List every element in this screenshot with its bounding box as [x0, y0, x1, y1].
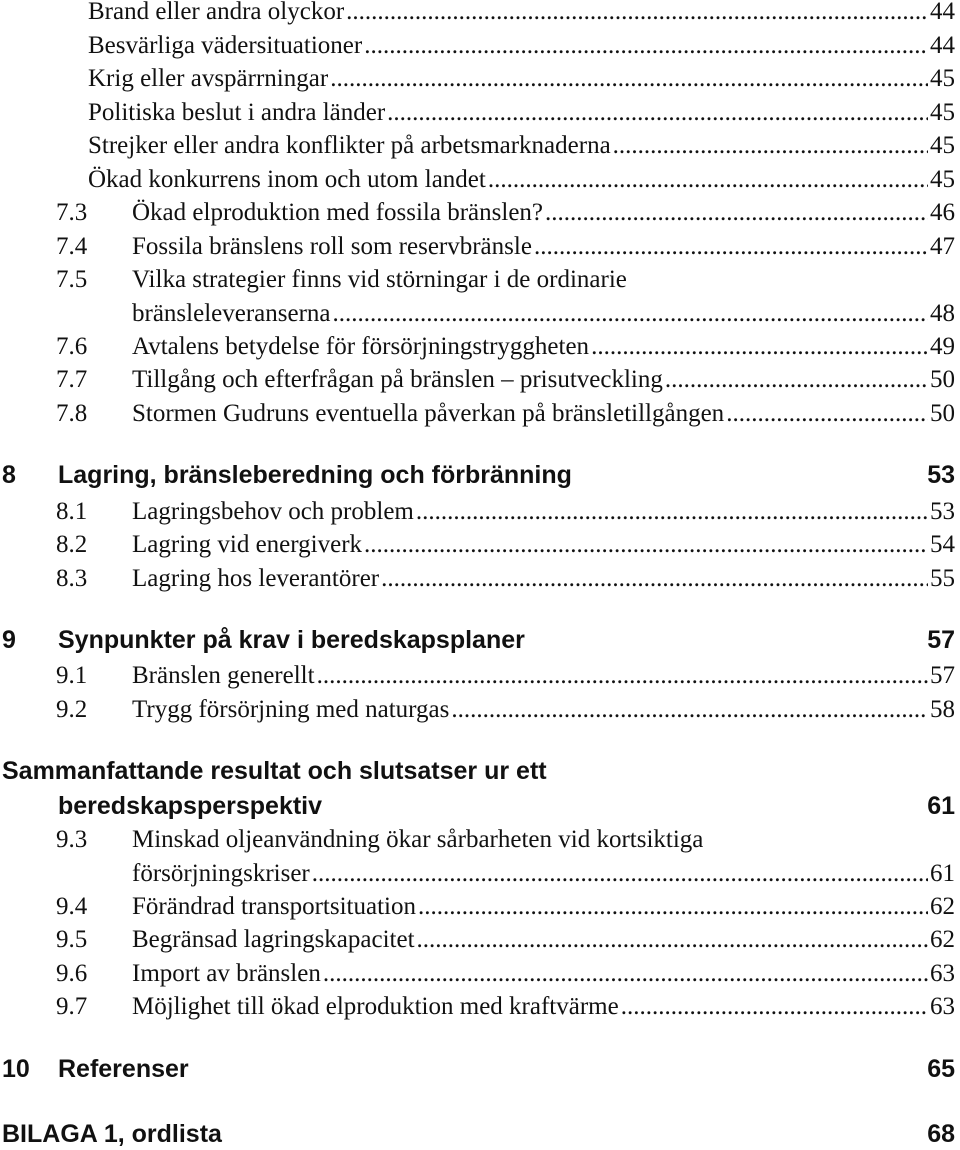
toc-dot-leader [418, 891, 928, 923]
toc-section-entry[interactable] [0, 824, 960, 887]
toc-entry-number: 9 [2, 626, 16, 654]
toc-entry-title-continuation: beredskapsperspektiv [58, 792, 323, 820]
toc-dot-leader [364, 30, 928, 62]
toc-page-number: 62 [930, 893, 955, 920]
toc-entry-number: 7.8 [56, 400, 88, 427]
toc-section-entry[interactable] [0, 660, 960, 692]
toc-entry-title: Lagring hos leverantörer [132, 565, 380, 592]
toc-dot-leader [312, 858, 928, 890]
toc-page-number: 50 [930, 366, 955, 393]
toc-entry-number: 7.6 [56, 333, 88, 360]
toc-dot-leader [621, 991, 928, 1023]
toc-dot-leader [416, 496, 928, 528]
toc-entry-title: Strejker eller andra konflikter på arbetsmarknaderna [88, 132, 611, 159]
toc-entry-number: 9.6 [56, 960, 88, 987]
toc-dot-leader [330, 63, 928, 95]
toc-entry-title: Ökad elproduktion med fossila bränslen? [132, 199, 544, 226]
toc-dot-leader [346, 0, 928, 28]
toc-dot-leader [488, 164, 928, 196]
toc-page-number: 48 [930, 300, 955, 327]
toc-page-number: 44 [930, 32, 955, 59]
toc-entry-title: Minskad oljeanvändning ökar sårbarheten vid kortsiktiga [132, 826, 704, 853]
toc-page-number: 57 [927, 626, 955, 654]
toc-section-entry[interactable] [0, 264, 960, 327]
toc-entry-number: 7.7 [56, 366, 88, 393]
toc-page-number: 63 [930, 993, 955, 1020]
toc-entry-title: Trygg försörjning med naturgas [132, 696, 450, 723]
toc-page-number: 61 [927, 792, 955, 820]
toc-dot-leader [545, 197, 928, 229]
toc-section-entry[interactable] [0, 231, 960, 263]
toc-dot-leader [333, 298, 929, 330]
toc-page-number: 45 [930, 99, 955, 126]
toc-section-entry[interactable] [0, 694, 960, 726]
toc-page-number: 54 [930, 531, 955, 558]
toc-entry-title: Import av bränslen [132, 960, 321, 987]
toc-entry-number: 9.7 [56, 993, 88, 1020]
toc-entry-number: 8 [2, 461, 16, 489]
toc-section-entry[interactable] [0, 331, 960, 363]
toc-page-number: 61 [930, 860, 955, 887]
toc-entry-title: Krig eller avspärrningar [88, 65, 329, 92]
toc-dot-leader [726, 398, 928, 430]
toc-entry-number: 10 [2, 1055, 30, 1083]
toc-entry-number: 9.3 [56, 826, 88, 853]
toc-page-number: 53 [927, 461, 955, 489]
toc-section-entry[interactable] [0, 0, 960, 28]
toc-page-number: 46 [930, 199, 955, 226]
toc-dot-leader [451, 694, 928, 726]
toc-dot-leader [381, 563, 928, 595]
toc-entry-number: 8.2 [56, 531, 88, 558]
toc-entry-title: Avtalens betydelse för försörjningstryggheten [132, 333, 590, 360]
toc-dot-leader [613, 130, 928, 162]
toc-entry-number: 9.2 [56, 696, 88, 723]
toc-section-entry[interactable] [0, 924, 960, 956]
toc-section-entry[interactable] [0, 958, 960, 990]
toc-page-number: 63 [930, 960, 955, 987]
toc-entry-title: Ökad konkurrens inom och utom landet [88, 166, 486, 193]
toc-entry-number: 9.4 [56, 893, 88, 920]
toc-section-entry[interactable] [0, 991, 960, 1023]
toc-entry-title: Begränsad lagringskapacitet [132, 926, 415, 953]
toc-entry-title: Politiska beslut i andra länder [88, 99, 386, 126]
toc-page-number: 45 [930, 65, 955, 92]
toc-entry-title: BILAGA 1, ordlista [2, 1120, 222, 1148]
toc-section-entry[interactable] [0, 364, 960, 396]
toc-entry-title: Brand eller andra olyckor [88, 0, 345, 25]
toc-entry-title: Synpunkter på krav i beredskapsplaner [58, 626, 525, 654]
toc-entry-number: 8.3 [56, 565, 88, 592]
toc-section-entry[interactable] [0, 398, 960, 430]
toc-page-number: 58 [930, 696, 955, 723]
toc-chapter-entry[interactable] [0, 1118, 960, 1150]
toc-entry-number: 7.4 [56, 233, 88, 260]
toc-page-number: 57 [930, 662, 955, 689]
toc-dot-leader [591, 331, 928, 363]
toc-dot-leader [534, 231, 928, 263]
toc-dot-leader [665, 364, 928, 396]
toc-section-entry[interactable] [0, 496, 960, 528]
toc-section-entry[interactable] [0, 197, 960, 229]
toc-chapter-entry[interactable] [0, 459, 960, 491]
toc-entry-title: Besvärliga vädersituationer [88, 32, 363, 59]
toc-section-entry[interactable] [0, 563, 960, 595]
toc-section-entry[interactable] [0, 891, 960, 923]
toc-section-entry[interactable] [0, 529, 960, 561]
toc-section-entry[interactable] [0, 164, 960, 196]
toc-section-entry[interactable] [0, 30, 960, 62]
toc-entry-title-continuation: försörjningskriser [132, 860, 310, 887]
toc-entry-title: Lagringsbehov och problem [132, 498, 414, 525]
toc-chapter-entry[interactable] [0, 755, 960, 820]
toc-dot-leader [417, 924, 928, 956]
toc-entry-title: Referenser [58, 1055, 189, 1083]
toc-entry-title: Förändrad transportsituation [132, 893, 416, 920]
toc-page-number: 55 [930, 565, 955, 592]
toc-entry-number: 9.1 [56, 662, 88, 689]
toc-entry-title: Lagring vid energiverk [132, 531, 363, 558]
toc-page-number: 45 [930, 166, 955, 193]
toc-dot-leader [323, 958, 928, 990]
toc-page-number: 49 [930, 333, 955, 360]
toc-entry-title: Vilka strategier finns vid störningar i de ordinarie [132, 266, 627, 293]
toc-dot-leader [317, 660, 928, 692]
toc-page-number: 53 [930, 498, 955, 525]
toc-section-entry[interactable] [0, 130, 960, 162]
toc-page-number: 50 [930, 400, 955, 427]
toc-page-number: 47 [930, 233, 955, 260]
toc-entry-title-continuation: bränsleleveranserna [132, 300, 331, 327]
toc-dot-leader [387, 97, 928, 129]
toc-entry-number: 7.5 [56, 266, 88, 293]
toc-page-number: 62 [930, 926, 955, 953]
toc-section-entry[interactable] [0, 63, 960, 95]
toc-entry-title: Sammanfattande resultat och slutsatser ur ett [2, 757, 547, 785]
toc-entry-title: Möjlighet till ökad elproduktion med kraftvärme [132, 993, 619, 1020]
toc-entry-number: 8.1 [56, 498, 88, 525]
toc-page-number: 65 [927, 1055, 955, 1083]
toc-entry-number: 9.5 [56, 926, 88, 953]
toc-entry-title: Bränslen generellt [132, 662, 315, 689]
toc-page-number: 68 [927, 1120, 955, 1148]
toc-chapter-entry[interactable] [0, 624, 960, 656]
toc-dot-leader [364, 529, 928, 561]
toc-page-number: 45 [930, 132, 955, 159]
toc-entry-title: Tillgång och efterfrågan på bränslen – prisutveckling [132, 366, 663, 393]
toc-chapter-entry[interactable] [0, 1053, 960, 1085]
toc-entry-title: Fossila bränslens roll som reservbränsle [132, 233, 532, 260]
toc-section-entry[interactable] [0, 97, 960, 129]
toc-entry-number: 7.3 [56, 199, 88, 226]
toc-page-number: 44 [930, 0, 955, 25]
toc-entry-title: Lagring, bränsleberedning och förbränning [58, 461, 572, 489]
toc-entry-title: Stormen Gudruns eventuella påverkan på bränsletillgången [132, 400, 725, 427]
